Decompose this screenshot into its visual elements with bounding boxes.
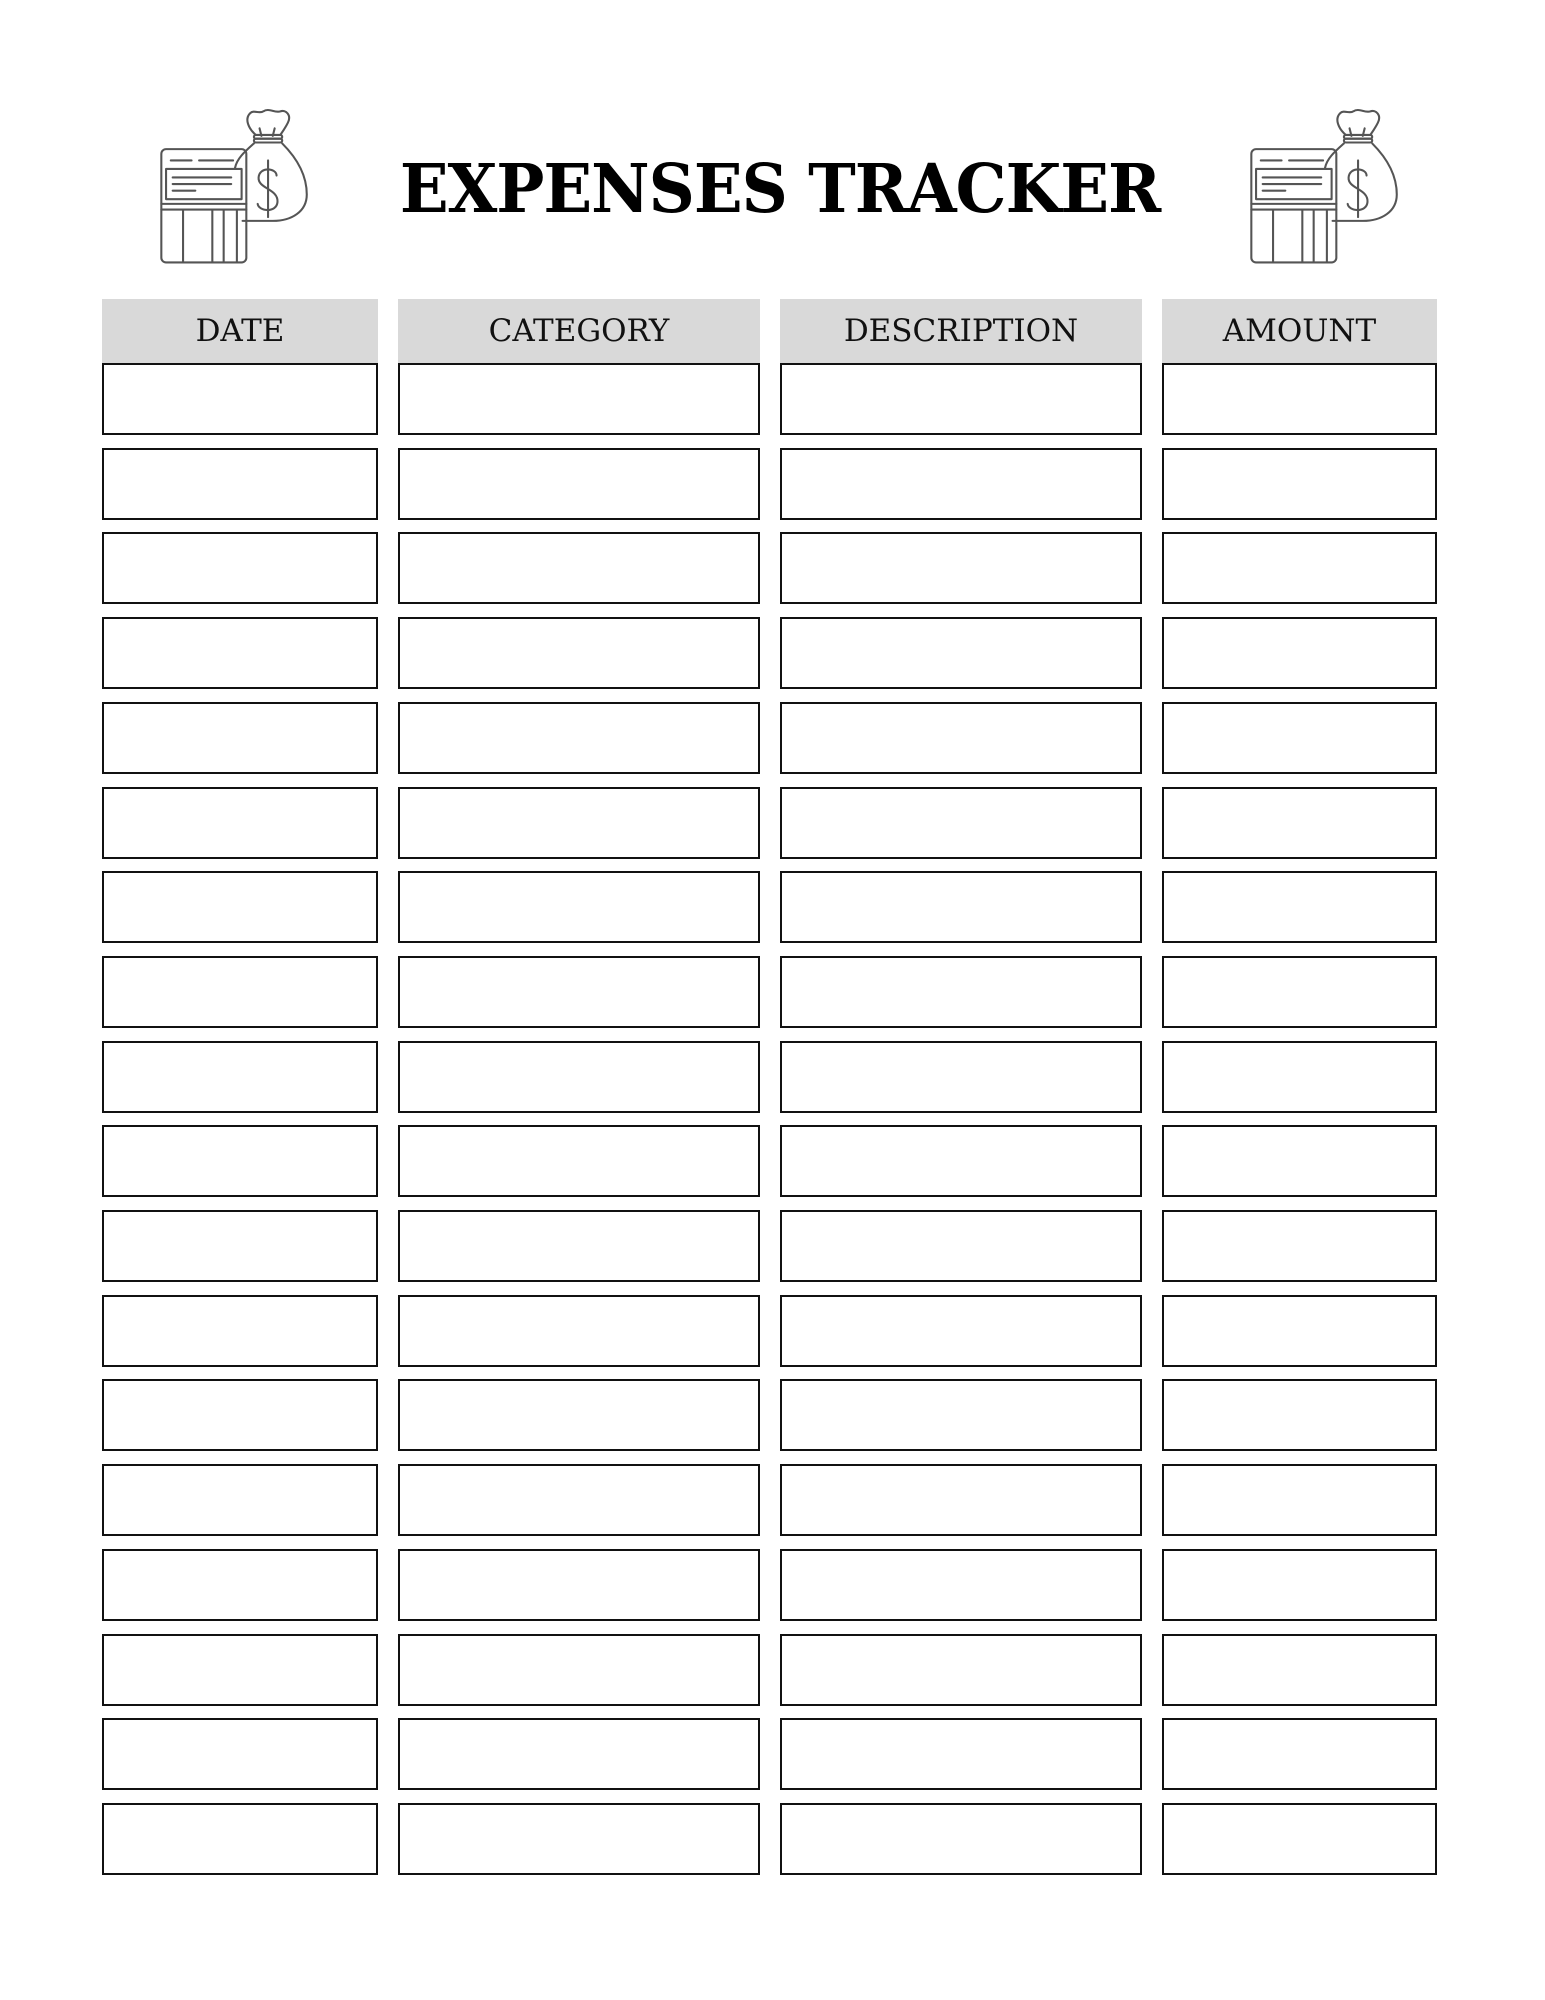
description-input-cell[interactable] xyxy=(780,363,1142,435)
date-column xyxy=(102,299,378,363)
page-title: EXPENSES TRACKER xyxy=(399,150,1161,229)
category-input-cell[interactable] xyxy=(398,1379,760,1451)
amount-input-cell[interactable] xyxy=(1162,1634,1437,1706)
date-input-cell[interactable] xyxy=(102,1718,378,1790)
category-input-cell[interactable] xyxy=(398,1125,760,1197)
description-input-cell[interactable] xyxy=(780,532,1142,604)
category-input-cell[interactable] xyxy=(398,363,760,435)
date-input-cell[interactable] xyxy=(102,1041,378,1113)
category-input-cell[interactable] xyxy=(398,702,760,774)
amount-input-cell[interactable] xyxy=(1162,1041,1437,1113)
amount-input-cell[interactable] xyxy=(1162,363,1437,435)
amount-input-cell[interactable] xyxy=(1162,1295,1437,1367)
description-input-cell[interactable] xyxy=(780,617,1142,689)
description-input-cell[interactable] xyxy=(780,1718,1142,1790)
date-input-cell[interactable] xyxy=(102,956,378,1028)
category-input-cell[interactable] xyxy=(398,1718,760,1790)
amount-input-cell[interactable] xyxy=(1162,1718,1437,1790)
description-input-cell[interactable] xyxy=(780,956,1142,1028)
amount-input-cell[interactable] xyxy=(1162,1803,1437,1875)
budget-money-bag-icon xyxy=(1240,100,1410,270)
amount-input-cell[interactable] xyxy=(1162,1379,1437,1451)
category-input-cell[interactable] xyxy=(398,617,760,689)
date-input-cell[interactable] xyxy=(102,617,378,689)
category-input-cell[interactable] xyxy=(398,1634,760,1706)
category-input-cell[interactable] xyxy=(398,1549,760,1621)
category-input-cell[interactable] xyxy=(398,448,760,520)
description-input-cell[interactable] xyxy=(780,448,1142,520)
description-input-cell[interactable] xyxy=(780,1634,1142,1706)
description-input-cell[interactable] xyxy=(780,1210,1142,1282)
description-input-cell[interactable] xyxy=(780,787,1142,859)
amount-input-cell[interactable] xyxy=(1162,787,1437,859)
category-column xyxy=(398,299,760,363)
category-input-cell[interactable] xyxy=(398,956,760,1028)
date-input-cell[interactable] xyxy=(102,1125,378,1197)
description-input-cell[interactable] xyxy=(780,1803,1142,1875)
date-input-cell[interactable] xyxy=(102,702,378,774)
description-column xyxy=(780,299,1142,363)
date-input-cell[interactable] xyxy=(102,1379,378,1451)
amount-input-cell[interactable] xyxy=(1162,1549,1437,1621)
date-input-cell[interactable] xyxy=(102,1549,378,1621)
category-input-cell[interactable] xyxy=(398,1041,760,1113)
amount-column xyxy=(1162,299,1437,363)
description-input-cell[interactable] xyxy=(780,1379,1142,1451)
amount-input-cell[interactable] xyxy=(1162,1210,1437,1282)
date-input-cell[interactable] xyxy=(102,363,378,435)
date-input-cell[interactable] xyxy=(102,1210,378,1282)
date-input-cell[interactable] xyxy=(102,1634,378,1706)
date-input-cell[interactable] xyxy=(102,448,378,520)
description-input-cell[interactable] xyxy=(780,1464,1142,1536)
date-header: DATE xyxy=(102,299,378,363)
category-input-cell[interactable] xyxy=(398,1210,760,1282)
date-input-cell[interactable] xyxy=(102,1295,378,1367)
category-header: CATEGORY xyxy=(398,299,760,363)
amount-input-cell[interactable] xyxy=(1162,1464,1437,1536)
description-input-cell[interactable] xyxy=(780,1125,1142,1197)
date-input-cell[interactable] xyxy=(102,871,378,943)
category-input-cell[interactable] xyxy=(398,1803,760,1875)
description-input-cell[interactable] xyxy=(780,1549,1142,1621)
amount-header: AMOUNT xyxy=(1162,299,1437,363)
amount-input-cell[interactable] xyxy=(1162,956,1437,1028)
description-header: DESCRIPTION xyxy=(780,299,1142,363)
description-input-cell[interactable] xyxy=(780,702,1142,774)
description-input-cell[interactable] xyxy=(780,871,1142,943)
description-input-cell[interactable] xyxy=(780,1041,1142,1113)
date-input-cell[interactable] xyxy=(102,532,378,604)
date-input-cell[interactable] xyxy=(102,1464,378,1536)
amount-input-cell[interactable] xyxy=(1162,702,1437,774)
description-input-cell[interactable] xyxy=(780,1295,1142,1367)
amount-input-cell[interactable] xyxy=(1162,532,1437,604)
amount-input-cell[interactable] xyxy=(1162,448,1437,520)
category-input-cell[interactable] xyxy=(398,787,760,859)
category-input-cell[interactable] xyxy=(398,532,760,604)
amount-input-cell[interactable] xyxy=(1162,617,1437,689)
date-input-cell[interactable] xyxy=(102,1803,378,1875)
date-input-cell[interactable] xyxy=(102,787,378,859)
category-input-cell[interactable] xyxy=(398,871,760,943)
amount-input-cell[interactable] xyxy=(1162,871,1437,943)
category-input-cell[interactable] xyxy=(398,1464,760,1536)
category-input-cell[interactable] xyxy=(398,1295,760,1367)
amount-input-cell[interactable] xyxy=(1162,1125,1437,1197)
